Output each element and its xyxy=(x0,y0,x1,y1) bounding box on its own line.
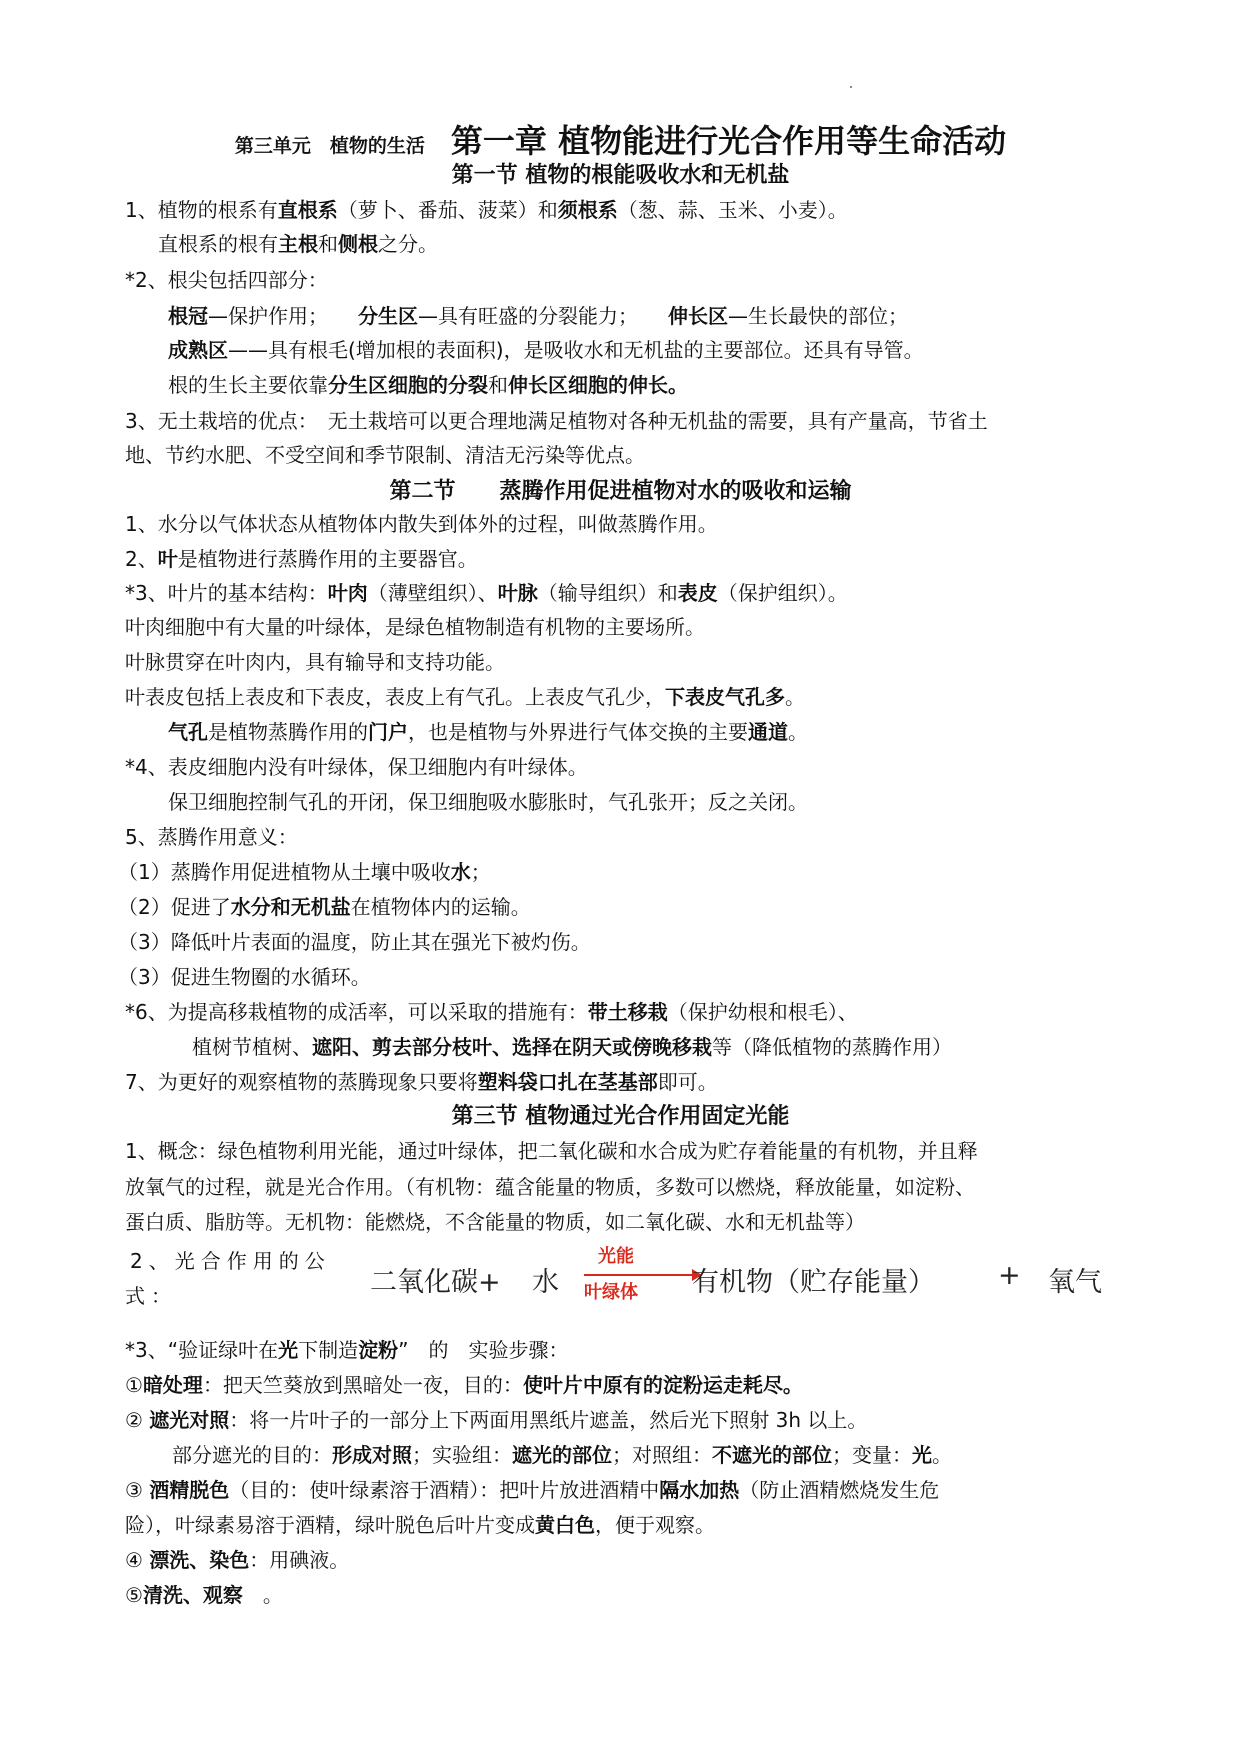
chapter-title: 第一章 植物能进行光合作用等生命活动 xyxy=(450,122,1007,160)
s2-line-5: 叶脉贯穿在叶肉内，具有输导和支持功能。 xyxy=(125,650,505,674)
section-3-title: 第三节 植物通过光合作用固定光能 xyxy=(451,1104,790,1129)
s2-line-12: （2）促进了水分和无机盐在植物体内的运输。 xyxy=(118,895,531,919)
s2-line-16: 植树节植树、遮阳、剪去部分枝叶、选择在阴天或傍晚移栽等（降低植物的蒸腾作用） xyxy=(192,1035,952,1059)
s2-line-17: 7、为更好的观察植物的蒸腾现象只要将塑料袋口扎在茎基部即可。 xyxy=(125,1070,718,1094)
s2-line-6: 叶表皮包括上表皮和下表皮，表皮上有气孔。上表皮气孔少，下表皮气孔多。 xyxy=(125,685,805,709)
s1-line-8: 地、节约水肥、不受空间和季节限制、清洁无污染等优点。 xyxy=(125,443,645,467)
s3-line-9: 险），叶绿素易溶于酒精，绿叶脱色后叶片变成黄白色，便于观察。 xyxy=(125,1513,715,1537)
section-1-title: 第一节 植物的根能吸收水和无机盐 xyxy=(451,163,790,188)
s3-line-10: ④ 漂洗、染色：用碘液。 xyxy=(125,1548,350,1572)
s3-line-6: ② 遮光对照：将一片叶子的一部分上下两面用黑纸片遮盖，然后光下照射 3h 以上。 xyxy=(125,1408,868,1432)
s2-line-8: *4、表皮细胞内没有叶绿体，保卫细胞内有叶绿体。 xyxy=(125,755,588,779)
s2-line-2: 2、叶是植物进行蒸腾作用的主要器官。 xyxy=(125,547,478,571)
formula-label-1: 2、光合作用的公 xyxy=(130,1249,331,1273)
s3-line-7: 部分遮光的目的：形成对照；实验组：遮光的部位；对照组：不遮光的部位；变量：光。 xyxy=(172,1443,952,1467)
s2-line-11: （1）蒸腾作用促进植物从土壤中吸收水； xyxy=(118,860,491,884)
s1-line-1: 1、植物的根系有直根系（萝卜、番茄、菠菜）和须根系（葱、蒜、玉米、小麦）。 xyxy=(125,198,848,222)
s2-line-13: （3）降低叶片表面的温度，防止其在强光下被灼伤。 xyxy=(118,930,591,954)
s1-line-4: 根冠—保护作用； 分生区—具有旺盛的分裂能力； 伸长区—生长最快的部位； xyxy=(168,304,908,328)
formula-condition-light: 光能 xyxy=(598,1246,634,1267)
formula-water: 水 xyxy=(532,1267,559,1298)
formula-label-2: 式： xyxy=(125,1284,177,1308)
formula-co2: 二氧化碳+ xyxy=(370,1267,501,1298)
formula-condition-chloroplast: 叶绿体 xyxy=(584,1282,638,1303)
scan-dot xyxy=(850,86,852,88)
s3-line-3: 蛋白质、脂肪等。无机物：能燃烧，不含能量的物质，如二氧化碳、水和无机盐等） xyxy=(125,1210,865,1234)
page-header xyxy=(0,116,1241,162)
formula-plus: + xyxy=(998,1260,1021,1291)
formula-organic: 有机物（贮存能量） xyxy=(692,1267,935,1298)
s3-line-2: 放氧气的过程，就是光合作用。（有机物：蕴含能量的物质，多数可以燃烧，释放能量，如淀粉、 xyxy=(125,1175,975,1199)
s1-line-6: 根的生长主要依靠分生区细胞的分裂和伸长区细胞的伸长。 xyxy=(168,373,688,397)
s1-line-5: 成熟区——具有根毛(增加根的表面积)，是吸收水和无机盐的主要部位。还具有导管。 xyxy=(168,338,924,362)
s2-line-4: 叶肉细胞中有大量的叶绿体，是绿色植物制造有机物的主要场所。 xyxy=(125,615,705,639)
s3-line-1: 1、概念：绿色植物利用光能，通过叶绿体，把二氧化碳和水合成为贮存着能量的有机物，并且释 xyxy=(125,1139,978,1163)
unit-title: 第三单元 植物的生活 xyxy=(234,135,425,157)
s3-line-4: *3、“验证绿叶在光下制造淀粉” 的 实验步骤： xyxy=(125,1338,569,1362)
s1-line-7: 3、无土栽培的优点： 无土栽培可以更合理地满足植物对各种无机盐的需要，具有产量高，节省土 xyxy=(125,409,988,433)
s2-line-14: （3）促进生物圈的水循环。 xyxy=(118,965,371,989)
s2-line-3: *3、叶片的基本结构：叶肉（薄壁组织）、叶脉（输导组织）和表皮（保护组织）。 xyxy=(125,581,848,605)
s2-line-7: 气孔是植物蒸腾作用的门户，也是植物与外界进行气体交换的主要通道。 xyxy=(168,720,808,744)
formula-oxygen: 氧气 xyxy=(1048,1267,1102,1298)
photosynthesis-formula xyxy=(370,1248,1130,1308)
s2-line-9: 保卫细胞控制气孔的开闭，保卫细胞吸水膨胀时，气孔张开；反之关闭。 xyxy=(168,790,808,814)
s1-line-3: *2、根尖包括四部分： xyxy=(125,268,328,292)
s2-line-15: *6、为提高移栽植物的成活率，可以采取的措施有：带土移栽（保护幼根和根毛）、 xyxy=(125,1000,858,1024)
s1-line-2: 直根系的根有主根和侧根之分。 xyxy=(158,232,438,256)
reaction-arrow xyxy=(584,1274,694,1276)
s3-line-8: ③ 酒精脱色（目的：使叶绿素溶于酒精）：把叶片放进酒精中隔水加热（防止酒精燃烧发生危 xyxy=(125,1478,940,1502)
s2-line-10: 5、蒸腾作用意义： xyxy=(125,825,298,849)
s3-line-11: ⑤清洗、观察 。 xyxy=(125,1583,283,1607)
s2-line-1: 1、水分以气体状态从植物体内散失到体外的过程，叫做蒸腾作用。 xyxy=(125,512,718,536)
section-2-title: 第二节 蒸腾作用促进植物对水的吸收和运输 xyxy=(389,479,852,504)
s3-line-5: ①暗处理：把天竺葵放到黑暗处一夜，目的：使叶片中原有的淀粉运走耗尽。 xyxy=(125,1373,803,1397)
